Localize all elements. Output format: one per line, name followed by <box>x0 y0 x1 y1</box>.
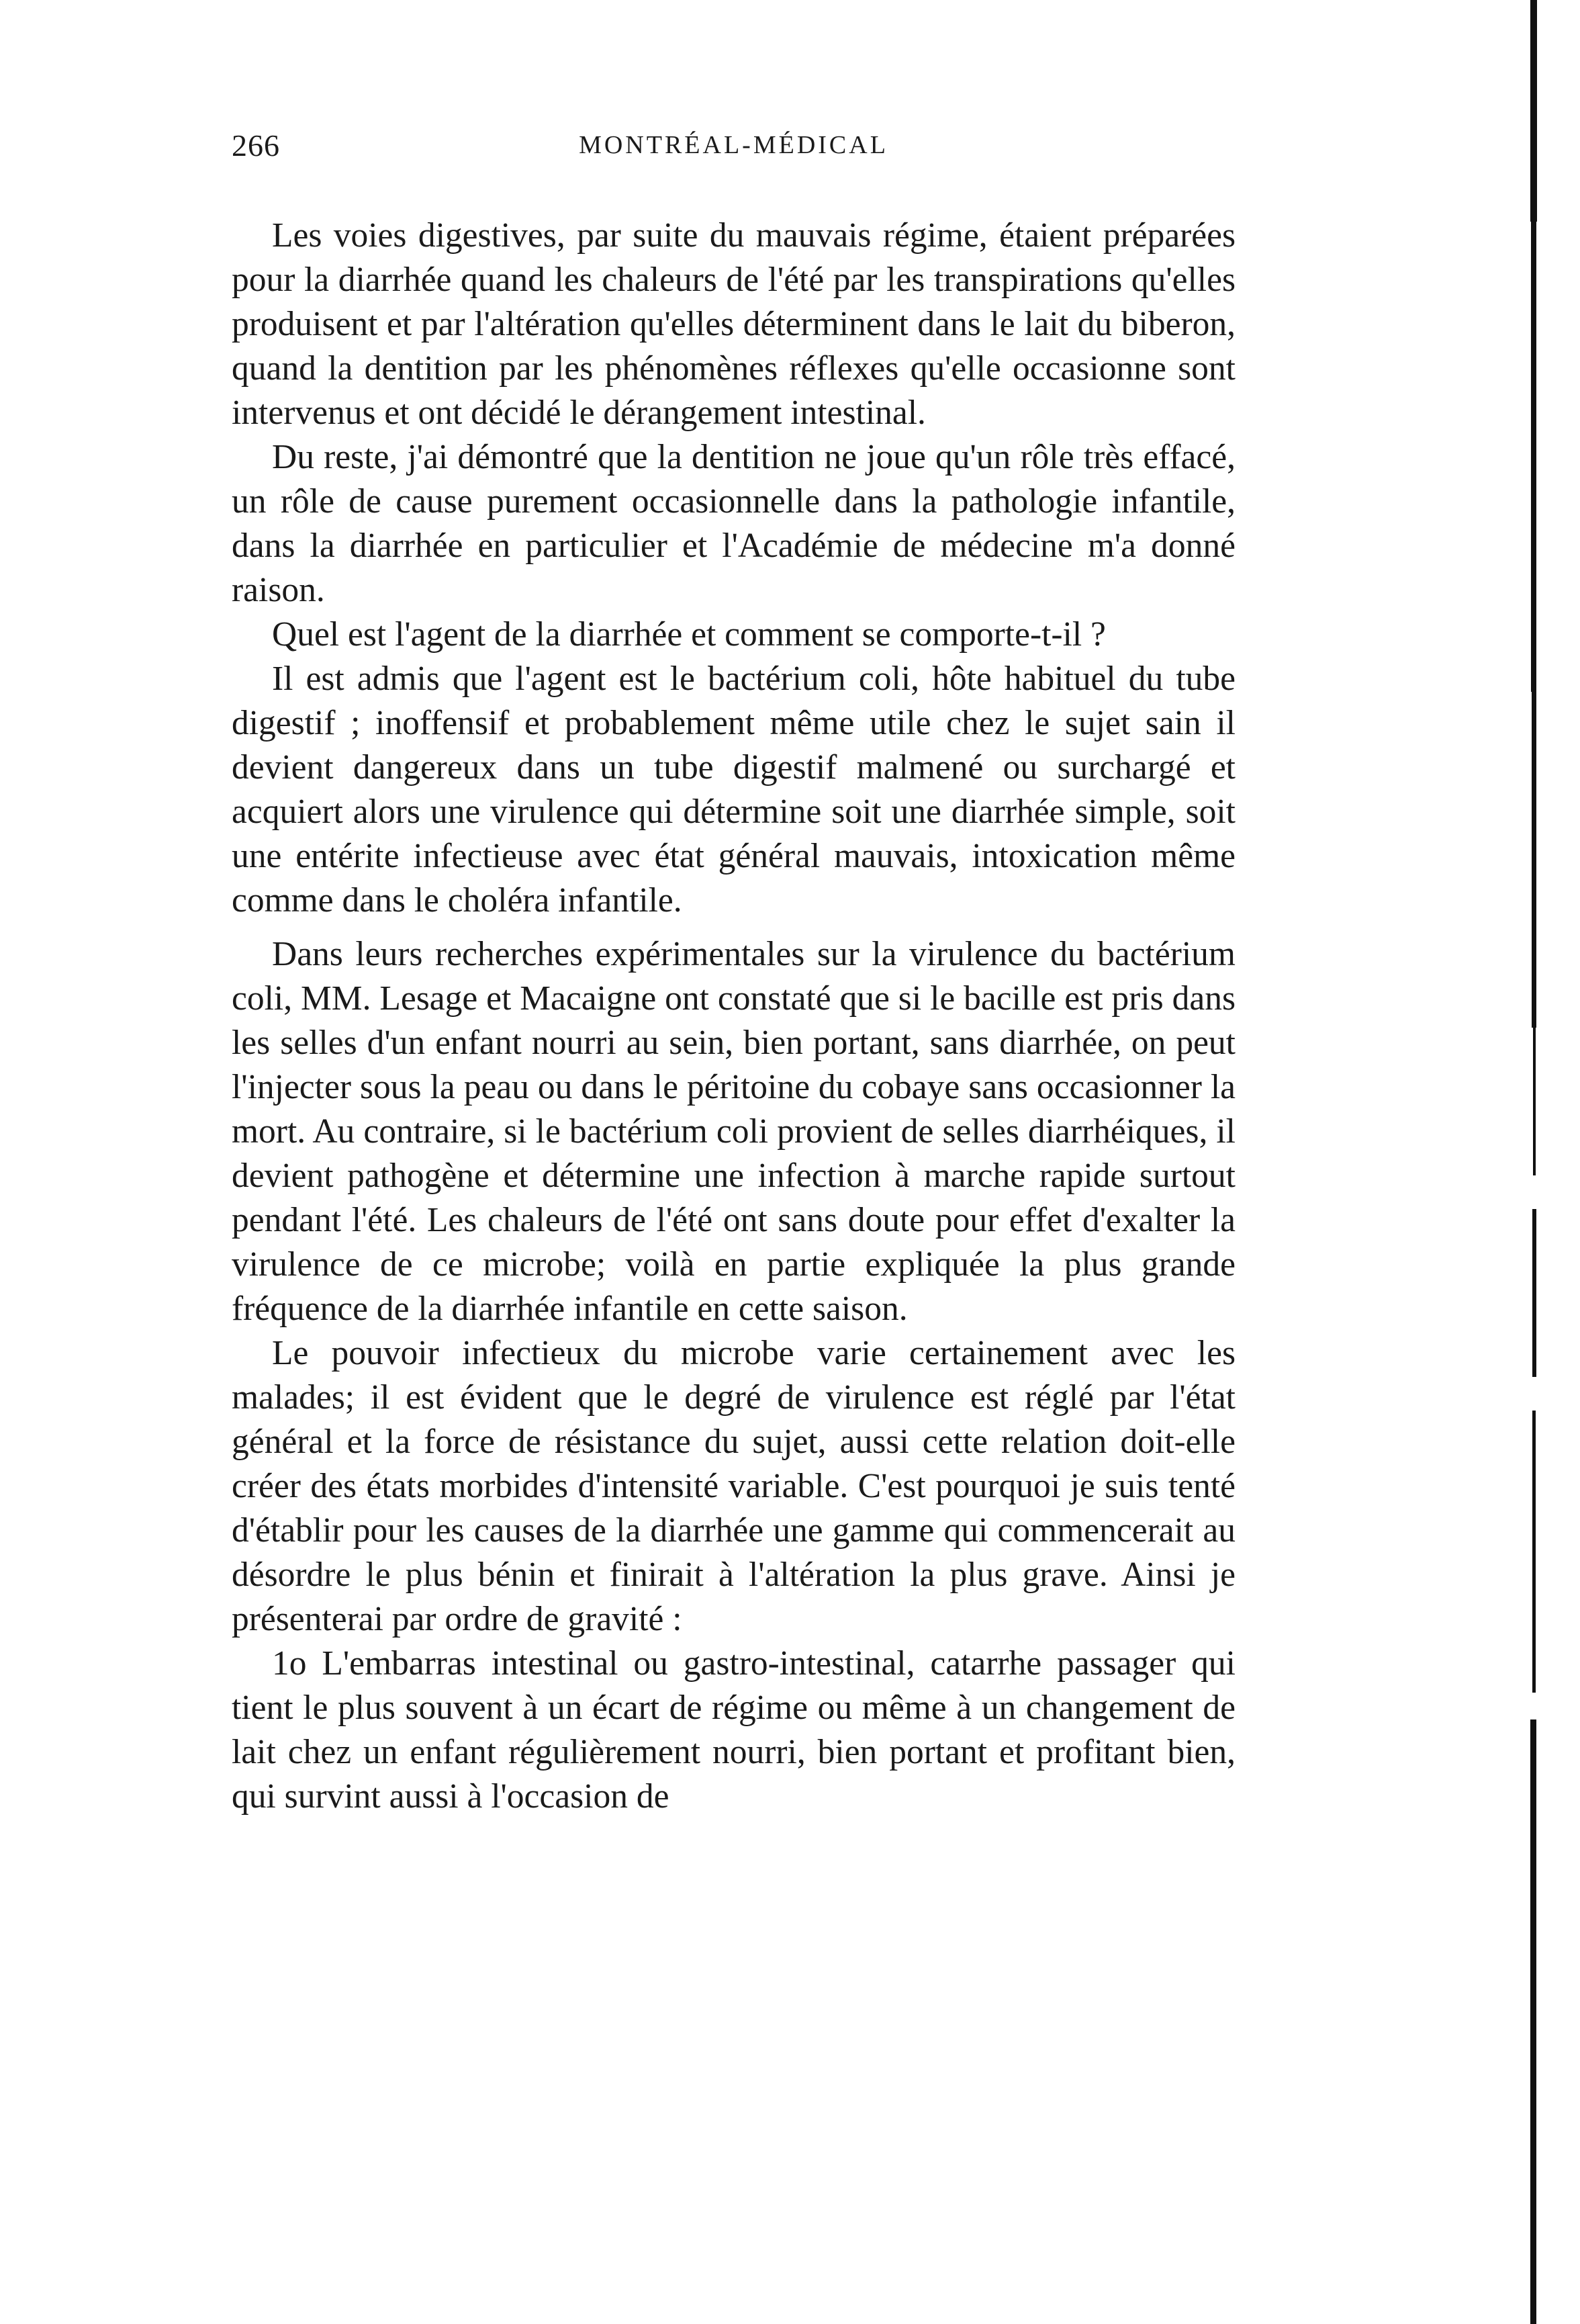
paragraph: Les voies digestives, par suite du mauvais régime, étaient préparées pour la diarrhée quand les chaleurs de l'été par les transpirations qu'elles produisent et par l'altération qu'elles déterminent dans le lait du biberon, quand la dentition par les phénomènes réflexes qu'elle occasionne sont intervenus et ont décidé le dérangement intestinal. <box>232 216 1236 432</box>
paragraph: Quel est l'agent de la diarrhée et comment se comporte-t-il ? <box>272 615 1106 654</box>
paragraph: Du reste, j'ai démontré que la dentition ne joue qu'un rôle très effacé, un rôle de cause purement occasionnelle dans la pathologie infantile, dans la diarrhée en particulier et l'Académie de médecine m'a donné raison. <box>232 438 1236 609</box>
page-header <box>232 128 1236 175</box>
body-text <box>232 214 1236 1819</box>
page-number: 266 <box>232 128 280 163</box>
paragraph: Il est admis que l'agent est le bactérium coli, hôte habituel du tube digestif ; inoffensif et probablement même utile chez le sujet sain il devient dangereux dans un tube digestif malmené ou surchargé et acquiert alors une virulence qui détermine soit une diarrhée simple, soit une entérite infectieuse avec état général mauvais, intoxication même comme dans le choléra infantile. <box>232 660 1236 920</box>
paragraph: Dans leurs recherches expérimentales sur la virulence du bactérium coli, MM. Lesage et Macaigne ont constaté que si le bacille est pris dans les selles d'un enfant nourri au sein, bien portant, sans diarrhée, on peut l'injecter sous la peau ou dans le péritoine du cobaye sans occasionner la mort. Au contraire, si le bactérium coli provient de selles diarrhéiques, il devient pathogène et détermine une infection à marche rapide surtout pendant l'été. Les chaleurs de l'été ont sans doute pour effet d'exalter la virulence de ce microbe; voilà en partie expliquée la plus grande fréquence de la diarrhée infantile en cette saison. <box>232 935 1236 1328</box>
paragraph: 1o L'embarras intestinal ou gastro-intestinal, catarrhe passager qui tient le plus souvent à un écart de régime ou même à un changement de lait chez un enfant régulièrement nourri, bien portant et profitant bien, qui survint aussi à l'occasion de <box>232 1644 1236 1816</box>
running-head: MONTRÉAL-MÉDICAL <box>579 131 888 159</box>
paragraph: Le pouvoir infectieux du microbe varie certainement avec les malades; il est évident que le degré de virulence est réglé par l'état général et la force de résistance du sujet, aussi cette relation doit-elle créer des états morbides d'intensité variable. C'est pourquoi je suis tenté d'établir pour les causes de la diarrhée une gamme qui commencerait au désordre le plus bénin et finirait à l'altération la plus grave. Ainsi je présenterai par ordre de gravité : <box>232 1334 1236 1638</box>
scan-edge-shadow <box>1526 0 1541 2323</box>
